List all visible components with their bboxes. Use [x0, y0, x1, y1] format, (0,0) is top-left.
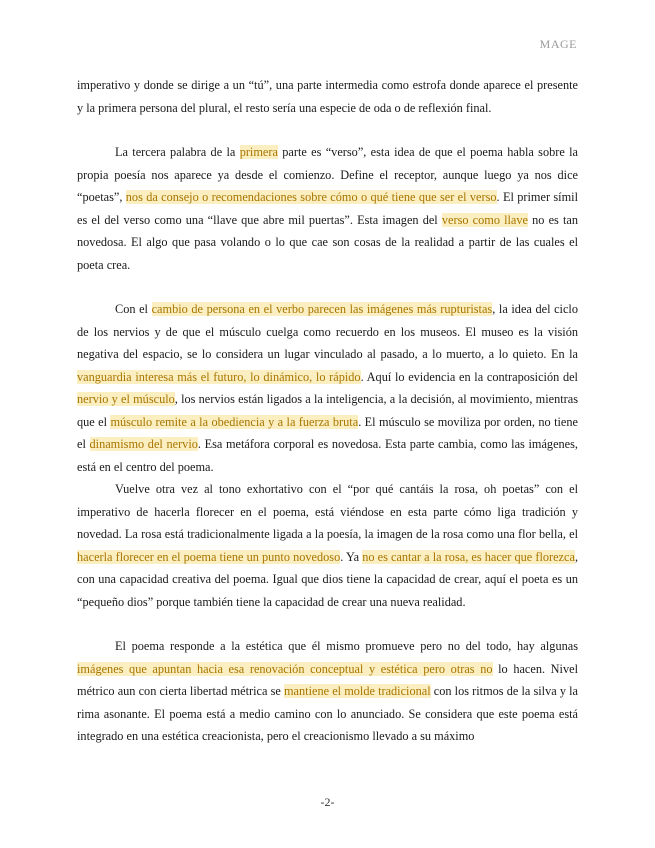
highlighted-text: no es cantar a la rosa, es hacer que florezca [362, 549, 575, 564]
text-run: . Aquí lo evidencia en la contraposición del [360, 369, 578, 384]
highlighted-text: verso como llave [441, 212, 529, 227]
text-run: , con una capacidad creativa del poema. Igual que dios tiene la capacidad de crear, aquí el poeta es un “pequeño dios” porque también tiene la capacidad de crear una nueva realidad. [77, 549, 579, 609]
text-run: parte es “verso”, esta idea de que el poema habla sobre la propia poesía nos aparece ya desde el comienzo. Define el receptor, aunque luego ya nos dice “poetas”, [77, 145, 578, 204]
text-run: . El músculo se moviliza por orden, no tiene el [77, 414, 579, 451]
text-run: lo hacen. Nivel métrico aun con cierta libertad métrica se [77, 661, 578, 698]
highlighted-text: hacerla florecer en el poema tiene un punto novedoso [77, 549, 341, 564]
text-run: . Ya [340, 549, 363, 564]
page-number: -2- [320, 795, 335, 809]
text-run: no es tan novedosa. El algo que pasa volando o lo que cae son cosas de la realidad a partir de las cuales el poeta crea. [77, 212, 578, 272]
text-run: , los nervios están ligados a la inteligencia, a la decisión, al movimiento, mientras que el [77, 392, 578, 429]
paragraph [77, 478, 578, 613]
highlighted-text: nervio y el músculo [77, 392, 175, 406]
text-run: con los ritmos de la silva y la rima asonante. El poema está a medio camino con lo anunciado. Se considera que este poema está integrado en una estética creacionista, pero el creacionismo llevado a su máximo [77, 684, 578, 743]
text-run: , la idea del ciclo de los nervios y de que el músculo cuelga como recuerdo en los museos. El museo es la visión negativa del espacio, se lo considera un lugar vinculado al pasado, a lo muerto, a lo quieto. En la [77, 302, 578, 361]
highlighted-text: primera [239, 145, 278, 159]
highlighted-text: cambio de persona en el verbo parecen las imágenes más rupturistas [151, 302, 493, 316]
text-run: imperativo y donde se dirige a un “tú”, una parte intermedia como estrofa donde aparece el presente y la primera persona del plural, el resto sería una especie de oda o de reflexión final. [77, 78, 578, 115]
paragraph [77, 141, 578, 276]
paragraph [77, 635, 578, 748]
highlighted-text: dinamismo del nervio [89, 437, 198, 451]
body-text [77, 74, 578, 748]
text-run: El poema responde a la estética que él mismo promueve pero no del todo, hay algunas [115, 639, 578, 653]
highlighted-text: imágenes que apuntan hacia esa renovación conceptual y estética pero otras no [77, 661, 493, 676]
text-run: La tercera palabra de la [115, 145, 240, 159]
text-run: Con el [115, 302, 152, 316]
text-run: . El primer símil es el del verso como una “llave que abre mil puertas”. Esta imagen del [77, 190, 579, 227]
highlighted-text: vanguardia interesa más el futuro, lo dinámico, lo rápido [77, 369, 361, 384]
highlighted-text: nos da consejo o recomendaciones sobre cómo o qué tiene que ser el verso [125, 190, 497, 204]
paragraph [77, 298, 578, 478]
running-header: MAGE [539, 37, 577, 51]
paragraph [77, 74, 578, 119]
text-run: Vuelve otra vez al tono exhortativo con el “por qué cantáis la rosa, oh poetas” con el imperativo de hacerla florecer en el poema, está viéndose en esta parte cómo liga tradición y novedad. La rosa está tradicionalmente ligada a la poesía, la imagen de la rosa como una flor bella, el [77, 482, 578, 541]
text-run: . Esa metáfora corporal es novedosa. Esta parte cambia, como las imágenes, está en el centro del poema. [77, 437, 578, 474]
highlighted-text: músculo remite a la obediencia y a la fuerza bruta [110, 414, 359, 429]
highlighted-text: mantiene el molde tradicional [283, 684, 431, 698]
